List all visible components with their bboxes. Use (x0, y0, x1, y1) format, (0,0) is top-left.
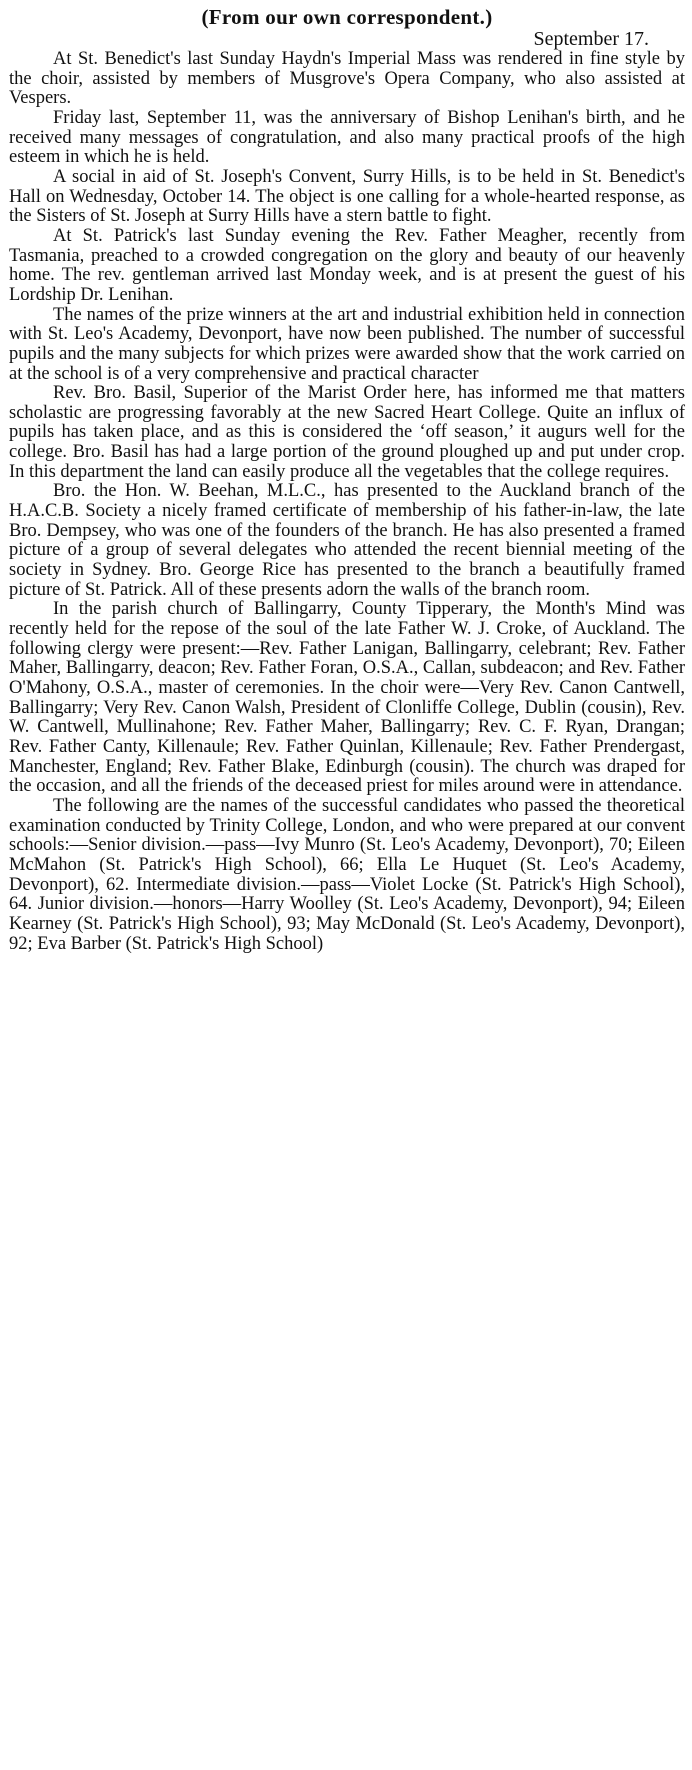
paragraph-imperial-mass: At St. Benedict's last Sunday Haydn's Imperial Mass was rendered in fine style by the choir, assisted by members of Musgrove's Opera Company, who also assisted at Vespers. (9, 49, 685, 109)
paragraph-sacred-heart-college: Rev. Bro. Basil, Superior of the Marist Order here, has informed me that matters scholastic are progressing favorably at the new Sacred Heart College. Quite an influx of pupils has taken place, and as this is considered the ‘off season,’ it augurs well for the college. Bro. Basil has had a large portion of the ground ploughed up and put under crop. In this department the land can easily produce all the vegetables that the college requires. (9, 383, 685, 482)
paragraph-father-meagher: At St. Patrick's last Sunday evening the Rev. Father Meagher, recently from Tasmania, preached to a crowded congregation on the glory and beauty of our heavenly home. The rev. gentleman arrived last Monday week, and is at present the guest of his Lordship Dr. Lenihan. (9, 225, 685, 305)
paragraph-trinity-college-results: The following are the names of the successful candidates who passed the theoretical examination conducted by Trinity College, London, and who were prepared at our convent schools:—Senior division.—pass—Ivy Munro (St. Leo's Academy, Devonport), 70; Eileen McMahon (St. Patrick's High School), 66; Ella Le Huquet (St. Leo's Academy, Devonport), 62. Intermediate division.—pass—Violet Locke (St. Patrick's High School), 64. Junior division.—honors—Harry Woolley (St. Leo's Academy, Devonport), 94; Eileen Kearney (St. Patrick's High School), 93; May McDonald (St. Leo's Academy, Devonport), 92; Eva Barber (St. Patrick's High School) (9, 795, 685, 954)
paragraph-months-mind: In the parish church of Ballingarry, County Tipperary, the Month's Mind was recently held for the repose of the soul of the late Father W. J. Croke, of Auckland. The following clergy were present:—Rev. Father Lanigan, Ballingarry, celebrant; Rev. Father Maher, Ballingarry, deacon; Rev. Father Foran, O.S.A., Callan, subdeacon; and Rev. Father O'Mahony, O.S.A., master of ceremonies. In the choir were—Very Rev. Canon Cantwell, Ballingarry; Very Rev. Canon Walsh, President of Clonliffe College, Dublin (cousin), Rev. W. Cantwell, Mullinahone; Rev. Father Maher, Ballingarry; Rev. C. F. Ryan, Drangan; Rev. Father Canty, Killenaule; Rev. Father Quinlan, Killenaule; Rev. Father Prendergast, Manchester, England; Rev. Father Blake, Edinburgh (cousin). The church was draped for the occasion, and all the friends of the deceased priest for miles around were in attendance. (9, 599, 685, 797)
article-dateline: September 17. (533, 28, 649, 50)
paragraph-convent-social: A social in aid of St. Joseph's Convent, Surry Hills, is to be held in St. Benedict's Hall on Wednesday, October 14. The object is one calling for a whole-hearted response, as the Sisters of St. Joseph at Surry Hills have a stern battle to fight. (9, 166, 685, 227)
article-column (9, 0, 685, 954)
paragraph-prize-winners: The names of the prize winners at the art and industrial exhibition held in connection with St. Leo's Academy, Devonport, have now been published. The number of successful pupils and the many subjects for which prizes were awarded show that the work carried on at the school is of a very comprehensive and practical character (9, 304, 685, 384)
article-heading: (From our own correspondent.) (201, 5, 493, 29)
paragraph-hacb-society: Bro. the Hon. W. Beehan, M.L.C., has presented to the Auckland branch of the H.A.C.B. Society a nicely framed certificate of membership of his father-in-law, the late Bro. Dempsey, who was one of the founders of the branch. He has also presented a framed picture of a group of several delegates who attended the recent biennial meeting of the society in Sydney. Bro. George Rice has presented to the branch a beautifully framed picture of St. Patrick. All of these presents adorn the walls of the branch room. (9, 481, 685, 600)
paragraph-bishop-anniversary: Friday last, September 11, was the anniversary of Bishop Lenihan's birth, and he received many messages of congratulation, and also many practical proofs of the high esteem in which he is held. (9, 107, 685, 168)
